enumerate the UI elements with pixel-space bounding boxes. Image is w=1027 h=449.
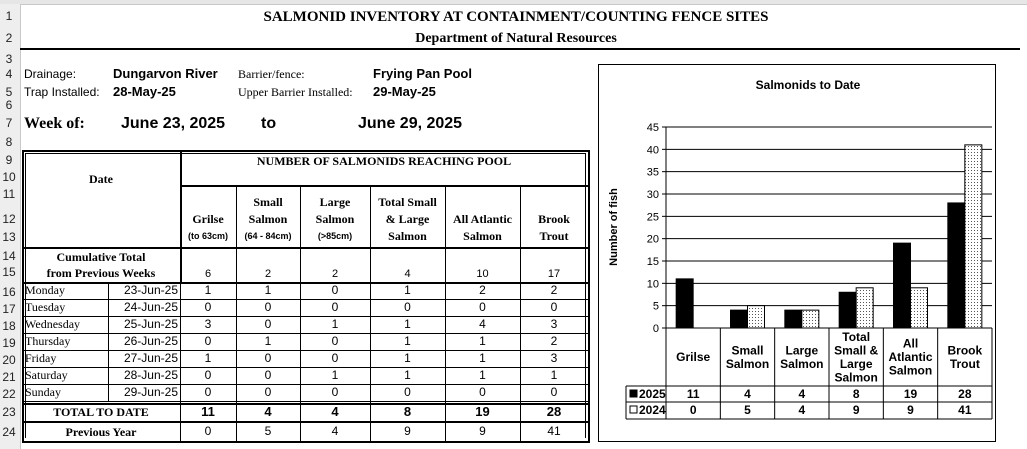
day-value: 0 <box>331 385 339 399</box>
cumulative-value: 2 <box>264 268 272 280</box>
day-name: Friday <box>25 351 57 365</box>
y-tick-label: 25 <box>646 211 659 224</box>
day-value: 1 <box>331 368 339 382</box>
table-border <box>22 150 588 152</box>
chart-title: Salmonids to Date <box>755 78 861 92</box>
column-size-range: (64 - 84cm) <box>244 231 292 241</box>
column-header: Salmon <box>463 229 502 243</box>
y-axis-label: Number of fish <box>608 188 620 266</box>
table-border <box>588 150 590 441</box>
column-size-range: (to 63cm) <box>187 231 228 241</box>
cumulative-label: from Previous Weeks <box>46 266 156 280</box>
category-label: Atlantic <box>888 350 933 364</box>
data-label: 4 <box>744 387 751 401</box>
bar-2024 <box>911 288 928 328</box>
day-date: 24-Jun-25 <box>123 300 178 314</box>
table-border <box>22 401 588 402</box>
category-label: Small & <box>834 343 879 358</box>
day-date: 26-Jun-25 <box>123 334 178 348</box>
column-header: Salmon <box>248 212 288 226</box>
bar-2025 <box>731 310 748 328</box>
week-to: to <box>261 115 277 132</box>
column-header: & Large <box>385 212 430 226</box>
column-header: Grilse <box>192 212 224 226</box>
day-value: 1 <box>264 283 272 297</box>
week-start: June 23, 2025 <box>121 115 226 132</box>
cumulative-value: 2 <box>331 268 339 280</box>
day-value: 1 <box>331 317 339 331</box>
day-value: 0 <box>264 300 272 314</box>
category-label: Brook <box>947 343 983 358</box>
row-number[interactable]: 9 <box>5 153 13 167</box>
table-border <box>22 441 590 443</box>
day-value: 0 <box>331 283 339 297</box>
day-value: 0 <box>204 300 212 314</box>
row-number[interactable]: 19 <box>2 336 16 350</box>
y-tick-label: 10 <box>646 278 659 291</box>
row-number[interactable]: 1 <box>5 9 13 23</box>
day-date: 23-Jun-25 <box>123 283 178 297</box>
day-value: 1 <box>479 351 486 365</box>
date-header: Date <box>89 172 113 186</box>
row-number[interactable]: 10 <box>2 170 16 184</box>
column-header: All Atlantic <box>453 212 512 226</box>
day-value: 1 <box>479 368 486 382</box>
column-header: Salmon <box>315 212 355 226</box>
column-header: Total Small <box>378 195 437 209</box>
day-value: 0 <box>331 334 339 348</box>
drainage-value: Dungarvon River <box>113 66 218 81</box>
bar-2025 <box>785 310 802 328</box>
day-value: 0 <box>264 385 272 399</box>
day-value: 0 <box>204 334 212 348</box>
legend-key-2024 <box>630 406 637 413</box>
total-value: 4 <box>264 404 272 419</box>
week-label: Week of: <box>24 115 85 132</box>
day-value: 0 <box>404 300 411 314</box>
day-value: 3 <box>204 317 212 331</box>
row-number[interactable]: 7 <box>5 116 13 130</box>
column-header-strip <box>0 0 1027 5</box>
cumulative-value: 6 <box>204 268 212 280</box>
row-number[interactable]: 23 <box>2 405 16 419</box>
day-value: 0 <box>550 300 558 314</box>
day-value: 3 <box>550 351 558 365</box>
day-value: 1 <box>404 334 411 348</box>
total-label: TOTAL TO DATE <box>53 405 149 419</box>
cumulative-value: 10 <box>476 268 489 280</box>
column-size-range: (>85cm) <box>317 231 353 241</box>
previous-year-value: 5 <box>264 424 272 438</box>
y-tick-label: 20 <box>646 233 659 246</box>
total-value: 8 <box>403 404 412 419</box>
previous-year-value: 41 <box>547 424 561 438</box>
day-value: 0 <box>204 368 212 382</box>
category-label: Trout <box>949 356 980 371</box>
row-number[interactable]: 15 <box>2 265 16 279</box>
day-name: Monday <box>25 283 65 297</box>
day-name: Saturday <box>25 368 68 382</box>
row-number[interactable]: 12 <box>2 212 16 226</box>
day-date: 25-Jun-25 <box>123 317 178 331</box>
day-value: 1 <box>204 351 212 365</box>
table-border <box>180 185 588 187</box>
barrier-value: Frying Pan Pool <box>373 66 472 81</box>
drainage-label: Drainage: <box>24 67 77 81</box>
row-number[interactable]: 2 <box>5 31 13 45</box>
legend-label: 2025 <box>639 387 666 401</box>
row-number[interactable]: 13 <box>2 230 16 244</box>
salmonids-chart <box>598 64 996 442</box>
day-value: 3 <box>550 317 558 331</box>
day-name: Wednesday <box>25 317 81 331</box>
row-number[interactable]: 11 <box>2 187 16 201</box>
day-value: 4 <box>479 317 486 331</box>
group-header: NUMBER OF SALMONIDS REACHING POOL <box>256 154 512 168</box>
day-value: 1 <box>404 317 411 331</box>
row-number[interactable]: 20 <box>2 353 16 367</box>
barrier-label: Barrier/fence: <box>238 67 305 81</box>
bar-2025 <box>676 279 693 328</box>
category-label: Total <box>842 329 871 344</box>
day-value: 0 <box>331 300 339 314</box>
y-tick-label: 40 <box>646 144 659 157</box>
column-header: Salmon <box>388 229 427 243</box>
day-value: 0 <box>264 317 272 331</box>
week-end: June 29, 2025 <box>358 115 463 132</box>
row-number[interactable]: 5 <box>5 85 13 99</box>
previous-year-value: 9 <box>404 424 411 438</box>
day-name: Thursday <box>25 334 71 348</box>
day-date: 28-Jun-25 <box>123 368 178 382</box>
column-header: Small <box>253 195 283 209</box>
day-value: 0 <box>264 368 272 382</box>
y-tick-label: 45 <box>646 122 659 134</box>
row-number[interactable]: 24 <box>2 425 16 439</box>
data-label: 4 <box>798 403 806 417</box>
category-label: Small <box>731 343 764 358</box>
day-value: 1 <box>550 368 558 382</box>
category-label: Salmon <box>834 370 878 385</box>
row-number[interactable]: 22 <box>2 387 16 401</box>
total-value: 11 <box>201 404 215 419</box>
bar-2025 <box>839 292 856 328</box>
day-value: 2 <box>479 283 486 297</box>
data-label: 28 <box>958 387 972 401</box>
day-value: 1 <box>404 283 411 297</box>
day-value: 0 <box>331 351 339 365</box>
row-number[interactable]: 6 <box>5 98 13 112</box>
category-label: All <box>902 336 919 351</box>
bar-2024 <box>856 288 873 328</box>
data-label: 4 <box>798 387 806 401</box>
bar-2025 <box>948 203 965 328</box>
day-value: 0 <box>550 385 558 399</box>
day-name: Tuesday <box>25 300 66 314</box>
day-value: 1 <box>479 334 486 348</box>
bar-2024 <box>802 310 819 328</box>
day-value: 2 <box>550 283 558 297</box>
legend-key-2025 <box>630 390 637 397</box>
column-header: Trout <box>539 229 569 243</box>
sheet-title: SALMONID INVENTORY AT CONTAINMENT/COUNTING FENCE SITES <box>263 9 769 25</box>
column-header: Brook <box>538 212 570 226</box>
y-tick-label: 35 <box>646 166 659 179</box>
table-border <box>22 421 588 423</box>
cumulative-value: 4 <box>404 268 411 280</box>
table-border <box>22 150 24 441</box>
category-label: Large <box>839 356 873 371</box>
category-label: Salmon <box>725 356 770 371</box>
upper-barrier-value: 29-May-25 <box>373 84 436 99</box>
sheet-subtitle: Department of Natural Resources <box>415 31 617 46</box>
y-tick-label: 15 <box>646 256 659 268</box>
row-number[interactable]: 18 <box>2 319 16 333</box>
trap-installed-label: Trap Installed: <box>24 85 100 99</box>
day-value: 0 <box>479 300 486 314</box>
y-tick-label: 5 <box>652 300 659 313</box>
row-number[interactable]: 17 <box>2 302 16 316</box>
row-number[interactable]: 3 <box>5 52 13 66</box>
legend-label: 2024 <box>639 403 666 417</box>
y-tick-label: 0 <box>652 323 659 335</box>
day-value: 1 <box>264 334 272 348</box>
day-date: 29-Jun-25 <box>123 385 178 399</box>
previous-year-value: 4 <box>331 424 339 438</box>
day-name: Sunday <box>25 385 61 399</box>
data-label: 0 <box>689 403 697 417</box>
day-value: 0 <box>204 385 212 399</box>
cumulative-label: Cumulative Total <box>56 250 146 264</box>
day-value: 1 <box>204 283 212 297</box>
day-value: 1 <box>404 368 411 382</box>
row-header-strip <box>0 4 21 449</box>
data-label: 5 <box>744 403 751 417</box>
column-header: Large <box>319 195 351 209</box>
previous-year-label: Previous Year <box>65 425 137 439</box>
previous-year-value: 9 <box>479 424 486 438</box>
total-value: 4 <box>331 404 339 419</box>
data-label: 9 <box>852 403 860 417</box>
day-value: 2 <box>550 334 558 348</box>
day-value: 1 <box>404 351 411 365</box>
row-number[interactable]: 14 <box>2 249 16 263</box>
y-tick-label: 30 <box>646 189 659 201</box>
row-number[interactable]: 8 <box>5 135 13 149</box>
category-label: Large <box>785 343 819 358</box>
data-label: 19 <box>903 387 918 401</box>
data-label: 41 <box>958 403 972 417</box>
total-value: 19 <box>475 404 490 419</box>
day-value: 0 <box>264 351 272 365</box>
day-value: 0 <box>479 385 486 399</box>
chart-svg <box>599 65 995 441</box>
row-number[interactable]: 16 <box>2 285 16 299</box>
bar-2025 <box>894 243 911 328</box>
title-underline <box>20 48 1020 50</box>
row-number[interactable]: 4 <box>5 67 13 81</box>
trap-installed-value: 28-May-25 <box>113 84 176 99</box>
data-label: 11 <box>686 387 700 401</box>
day-date: 27-Jun-25 <box>123 351 178 365</box>
total-value: 28 <box>546 404 562 419</box>
data-label: 8 <box>852 387 860 401</box>
row-number[interactable]: 21 <box>2 370 16 384</box>
data-label: 9 <box>907 403 914 417</box>
category-label: Salmon <box>780 356 824 371</box>
cumulative-value: 17 <box>547 268 561 280</box>
upper-barrier-label: Upper Barrier Installed: <box>238 85 353 99</box>
previous-year-value: 0 <box>204 424 212 438</box>
day-value: 0 <box>404 385 411 399</box>
bar-2024 <box>965 145 982 328</box>
category-label: Grilse <box>676 350 711 364</box>
category-label: Salmon <box>888 363 933 378</box>
bar-2024 <box>748 306 765 328</box>
